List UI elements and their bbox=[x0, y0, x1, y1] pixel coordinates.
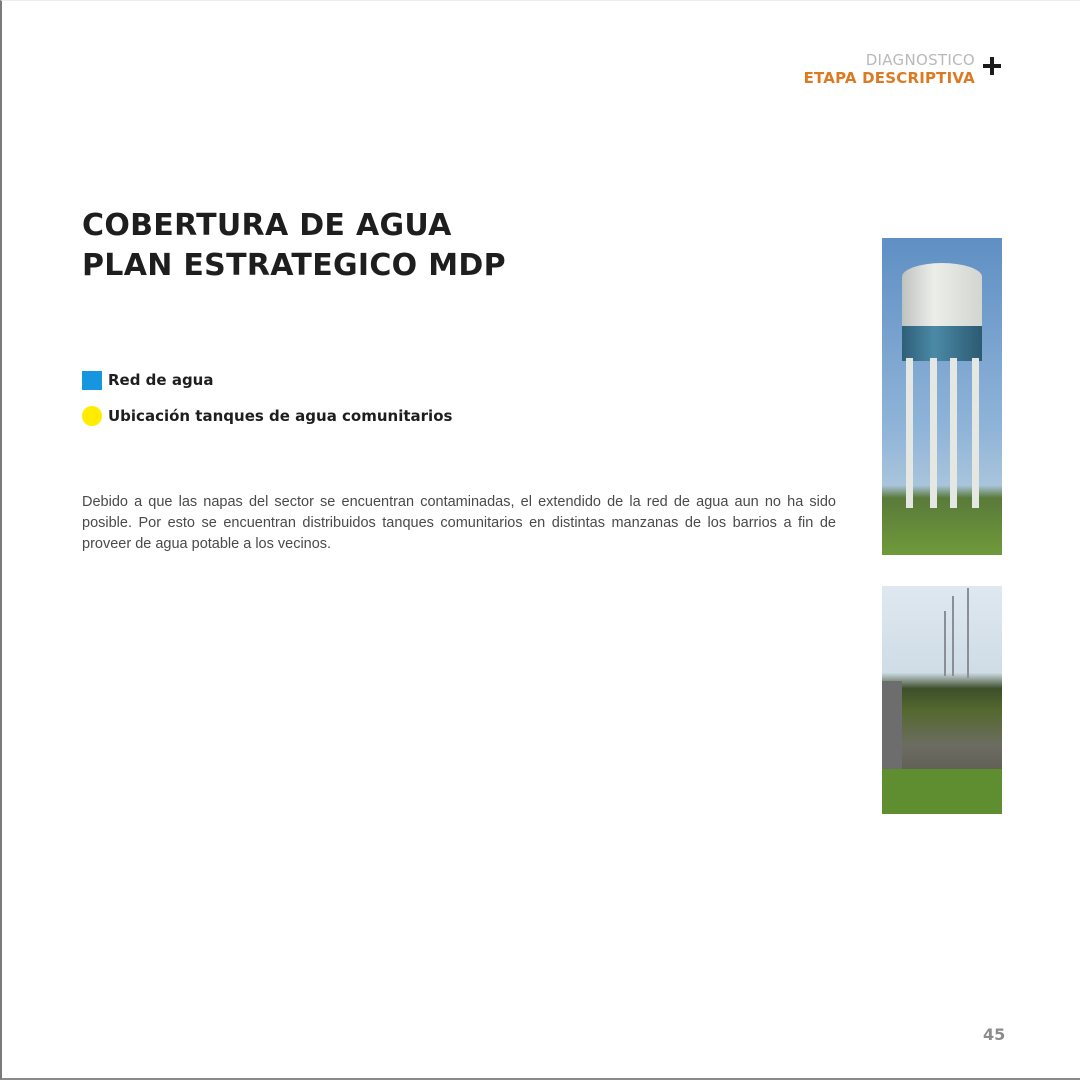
legend-label: Red de agua bbox=[108, 371, 214, 389]
lamp-post bbox=[944, 611, 946, 676]
plus-icon bbox=[983, 57, 1001, 75]
legend-item-water-network bbox=[82, 369, 452, 391]
body-paragraph: Debido a que las napas del sector se encuentran contaminadas, el extendido de la red de agua aun no ha sido posible. Por esto se encuentran distribuidos tanques comunitarios en distintas manzanas de los barrios a fin de proveer de agua potable a los vecinos. bbox=[82, 494, 836, 552]
section-label: DIAGNOSTICO bbox=[865, 51, 975, 69]
title-line-1: COBERTURA DE AGUA bbox=[82, 208, 452, 243]
street-photo bbox=[882, 586, 1002, 814]
stage-label: ETAPA DESCRIPTIVA bbox=[803, 69, 975, 87]
yellow-circle-icon bbox=[82, 406, 102, 426]
lamp-post bbox=[952, 596, 954, 676]
legend-label: Ubicación tanques de agua comunitarios bbox=[108, 407, 453, 425]
water-tower-photo bbox=[882, 238, 1002, 555]
tower-leg bbox=[950, 358, 957, 508]
tank-band bbox=[902, 326, 982, 361]
page-title bbox=[82, 206, 506, 286]
title-line-2: PLAN ESTRATEGICO MDP bbox=[82, 248, 506, 283]
lamp-post bbox=[967, 588, 969, 678]
page-number: 45 bbox=[983, 1025, 1006, 1044]
tower-leg bbox=[930, 358, 937, 508]
tower-leg bbox=[906, 358, 913, 508]
section-header bbox=[804, 51, 975, 87]
grass bbox=[882, 769, 1002, 814]
blue-square-icon bbox=[82, 371, 102, 390]
map-legend bbox=[82, 369, 452, 441]
legend-item-water-tanks bbox=[82, 405, 452, 427]
tower-leg bbox=[972, 358, 979, 508]
